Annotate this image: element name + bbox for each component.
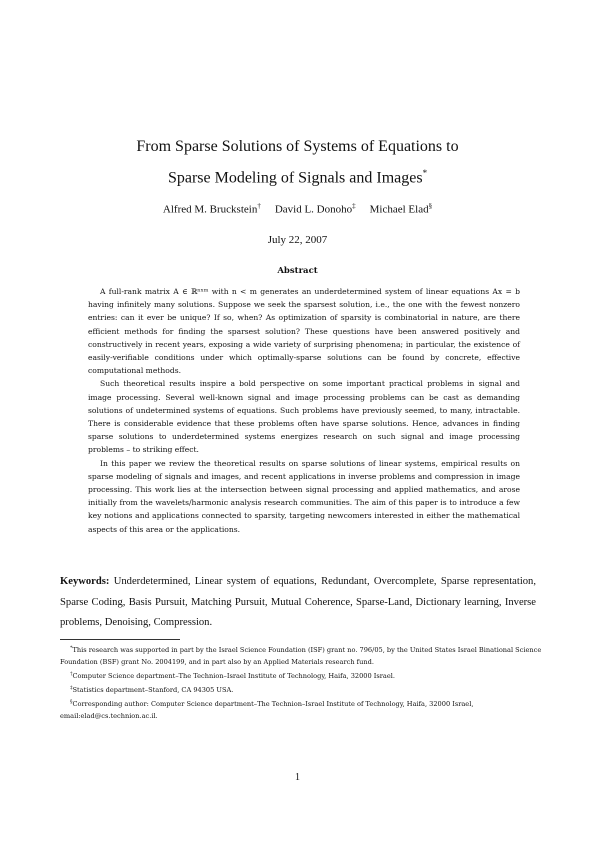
abstract-paragraph: In this paper we review the theoretical results on sparse solutions of linear systems, empirical results on sparse modeling of signals and images, and recent applications in inverse problems and compression in image processing. This work lies at the intersection between signal processing and applied mathematics, and arose initially from the wavelets/harmonic analysis research communities. The aim of this paper is to introduce a few key notions and applications connected to sparsity, targeting newcomers interested in either the mathematical aspects of this area or the applications. — [88, 458, 520, 534]
footnote-text: This research was supported in part by the Israel Science Foundation (ISF) grant no. 796/05, by the United States Israel Binational Science Foundation (BSF) grant No. 2004199, and in part also by an Applied Materials research fund. — [60, 646, 542, 666]
footnote-mark: † — [70, 670, 73, 677]
footnote — [60, 643, 550, 669]
title-text-1: From Sparse Solutions of Systems of Equations to — [136, 138, 459, 155]
footnote-mark: § — [70, 698, 73, 705]
footnote — [60, 683, 550, 697]
author-mark: ‡ — [352, 202, 356, 210]
footnote — [60, 669, 550, 683]
keywords-section — [60, 572, 536, 634]
author-mark: § — [428, 202, 433, 210]
title-footnote-mark: * — [422, 168, 428, 178]
keywords-text: Underdetermined, Linear system of equations, Redundant, Overcomplete, Sparse representation, Sparse Coding, Basis Pursuit, Matching Pursuit, Mutual Coherence, Sparse-Land, Dictionary learning, Inverse problems, Denoising, Compression. — [60, 576, 537, 628]
footnote-divider — [60, 639, 180, 640]
footnote-mark: * — [70, 645, 73, 651]
author-name: Michael Elad — [369, 203, 429, 216]
author-name: Alfred M. Bruckstein — [162, 203, 258, 216]
page-number: 1 — [295, 772, 300, 783]
footnote — [60, 697, 550, 723]
keywords-label: Keywords: — [60, 576, 110, 587]
abstract-body — [88, 285, 520, 536]
abstract-paragraph: A full-rank matrix A ∈ ℝⁿˣᵐ with n < m generates an underdetermined system of linear equations Ax = b having infinitely many solutions. Suppose we seek the sparsest solution, i.e., the one with the fewest nonzero entries: can it ever be unique? If so, when? As optimization of sparsity is combinatorial in nature, are there efficient methods for finding the sparsest solution? These questions have been answered positively and constructively in recent years, exposing a wide variety of surprising phenomena; in particular, the existence of easily-verifiable conditions under which optimally-sparse solutions can be found by concrete, effective computational methods. — [88, 287, 520, 376]
abstract-paragraph: Such theoretical results inspire a bold perspective on some important practical problems in signal and image processing. Several well-known signal and image processing problems can be cast as demanding solutions of undetermined systems of equations. Such problems have previously seemed, to many, intractable. There is considerable evidence that these problems often have sparse solutions. Hence, advances in finding sparse solutions to underdetermined systems energizes research on such signal and image processing problems – to striking effect. — [88, 379, 520, 455]
title-text-2: Sparse Modeling of Signals and Images — [167, 169, 423, 187]
footnote-text: Corresponding author: Computer Science department–The Technion–Israel Institute of Technology, Haifa, 32000 Israel, email:elad@cs.technion.ac.il. — [60, 699, 474, 720]
abstract-heading: Abstract — [277, 266, 318, 276]
paper-title-line-1 — [60, 134, 535, 160]
footnotes — [60, 643, 550, 723]
author-name: David L. Donoho — [274, 203, 353, 216]
footnote-text: Computer Science department–The Technion–Israel Institute of Technology, Haifa, 32000 Israel. — [72, 671, 395, 680]
footnote-text: Statistics department–Stanford, CA 94305 USA. — [72, 685, 234, 694]
footnote-mark: ‡ — [70, 684, 73, 691]
author-list — [60, 202, 535, 216]
paper-title-line-2 — [60, 160, 535, 191]
author-mark: † — [257, 202, 261, 210]
paper-date: July 22, 2007 — [267, 234, 328, 246]
